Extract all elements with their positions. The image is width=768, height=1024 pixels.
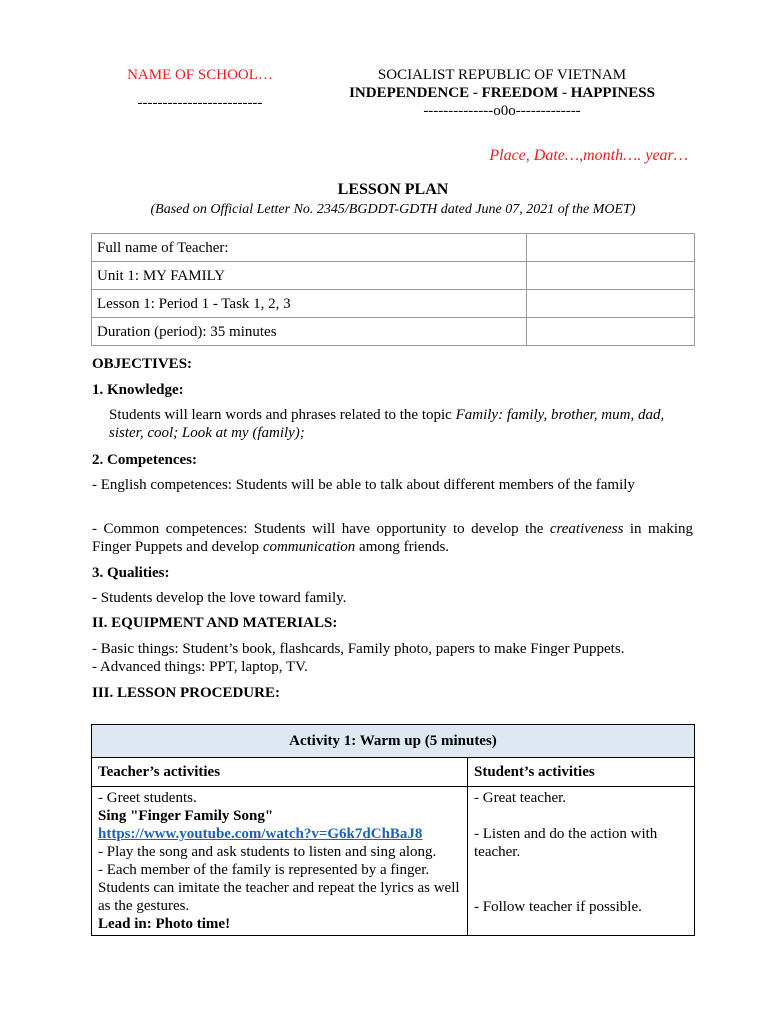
- competence-common-part: - Common competences: Students will have opportunity to develop the: [92, 521, 550, 537]
- school-divider: -------------------------: [137, 95, 263, 111]
- teacher-step: - Play the song and ask students to listen and sing along.: [98, 844, 437, 860]
- document-title: LESSON PLAN: [337, 181, 449, 198]
- teacher-column-header: Teacher’s activities: [92, 758, 468, 787]
- info-label: Duration (period): 35 minutes: [92, 318, 527, 346]
- student-step: - Listen and do the action with teacher.: [474, 826, 658, 860]
- teacher-activities-cell: [92, 787, 468, 936]
- motto-divider: --------------o0o-------------: [423, 103, 581, 119]
- national-header: [312, 66, 692, 120]
- qualities-text: - Students develop the love toward family.: [92, 590, 347, 606]
- table-row: [92, 234, 695, 262]
- competence-common-emph: creativeness: [549, 521, 624, 537]
- teacher-step: - Greet students.: [98, 790, 197, 806]
- lesson-info-table: [91, 233, 695, 346]
- info-value: [527, 234, 695, 262]
- student-step: - Follow teacher if possible.: [474, 899, 642, 915]
- table-row: [92, 262, 695, 290]
- activity-table: [91, 724, 695, 936]
- table-row: [92, 758, 695, 787]
- competence-english: - English competences: Students will be able to talk about different members of the family: [92, 477, 635, 493]
- competence-common-part: among friends.: [355, 539, 450, 555]
- competence-common-part: in making Finger Puppets and develop: [92, 521, 693, 555]
- activity-title: Activity 1: Warm up (5 minutes): [92, 725, 695, 758]
- info-label: Unit 1: MY FAMILY: [92, 262, 527, 290]
- teacher-step: - Each member of the family is represented by a finger. Students can imitate the teacher and repeat the lyrics as well as the gestures.: [98, 862, 460, 914]
- teacher-step: Sing "Finger Family Song": [98, 808, 274, 824]
- country-name: SOCIALIST REPUBLIC OF VIETNAM: [377, 67, 627, 83]
- qualities-heading: 3. Qualities:: [92, 565, 170, 581]
- info-value: [527, 290, 695, 318]
- table-row: [92, 318, 695, 346]
- document-subtitle: (Based on Official Letter No. 2345/BGDDT-GDTH dated June 07, 2021 of the MOET): [150, 202, 636, 217]
- table-row: [92, 290, 695, 318]
- equipment-advanced: - Advanced things: PPT, laptop, TV.: [92, 659, 308, 675]
- school-name: NAME OF SCHOOL…: [127, 67, 273, 83]
- competence-common-emph: communication: [262, 539, 356, 555]
- knowledge-heading: 1. Knowledge:: [92, 382, 184, 398]
- national-motto: INDEPENDENCE - FREEDOM - HAPPINESS: [349, 85, 655, 101]
- student-step: - Great teacher.: [474, 790, 567, 806]
- equipment-basic: - Basic things: Student’s book, flashcards, Family photo, papers to make Finger Puppets.: [92, 641, 625, 657]
- info-value: [527, 262, 695, 290]
- competence-common: [92, 520, 693, 556]
- objectives-heading: OBJECTIVES:: [92, 356, 193, 372]
- student-activities-cell: [468, 787, 695, 936]
- table-row: [92, 787, 695, 936]
- table-row: [92, 725, 695, 758]
- info-value: [527, 318, 695, 346]
- teacher-step: Lead in: Photo time!: [98, 916, 231, 932]
- student-column-header: Student’s activities: [468, 758, 695, 787]
- place-date: Place, Date…,month…. year…: [489, 147, 688, 164]
- competences-heading: 2. Competences:: [92, 452, 197, 468]
- info-label: Full name of Teacher:: [92, 234, 527, 262]
- knowledge-text-intro: Students will learn words and phrases related to the topic: [109, 407, 456, 423]
- knowledge-text: [109, 406, 679, 442]
- knowledge-vocabulary: Family: family, brother, mum, dad, sister, cool; Look at my (family);: [109, 407, 665, 441]
- song-link[interactable]: https://www.youtube.com/watch?v=G6k7dChBaJ8: [98, 826, 423, 842]
- procedure-heading: III. LESSON PROCEDURE:: [92, 685, 280, 701]
- school-header: [100, 66, 300, 112]
- equipment-heading: II. EQUIPMENT AND MATERIALS:: [92, 615, 338, 631]
- info-label: Lesson 1: Period 1 - Task 1, 2, 3: [92, 290, 527, 318]
